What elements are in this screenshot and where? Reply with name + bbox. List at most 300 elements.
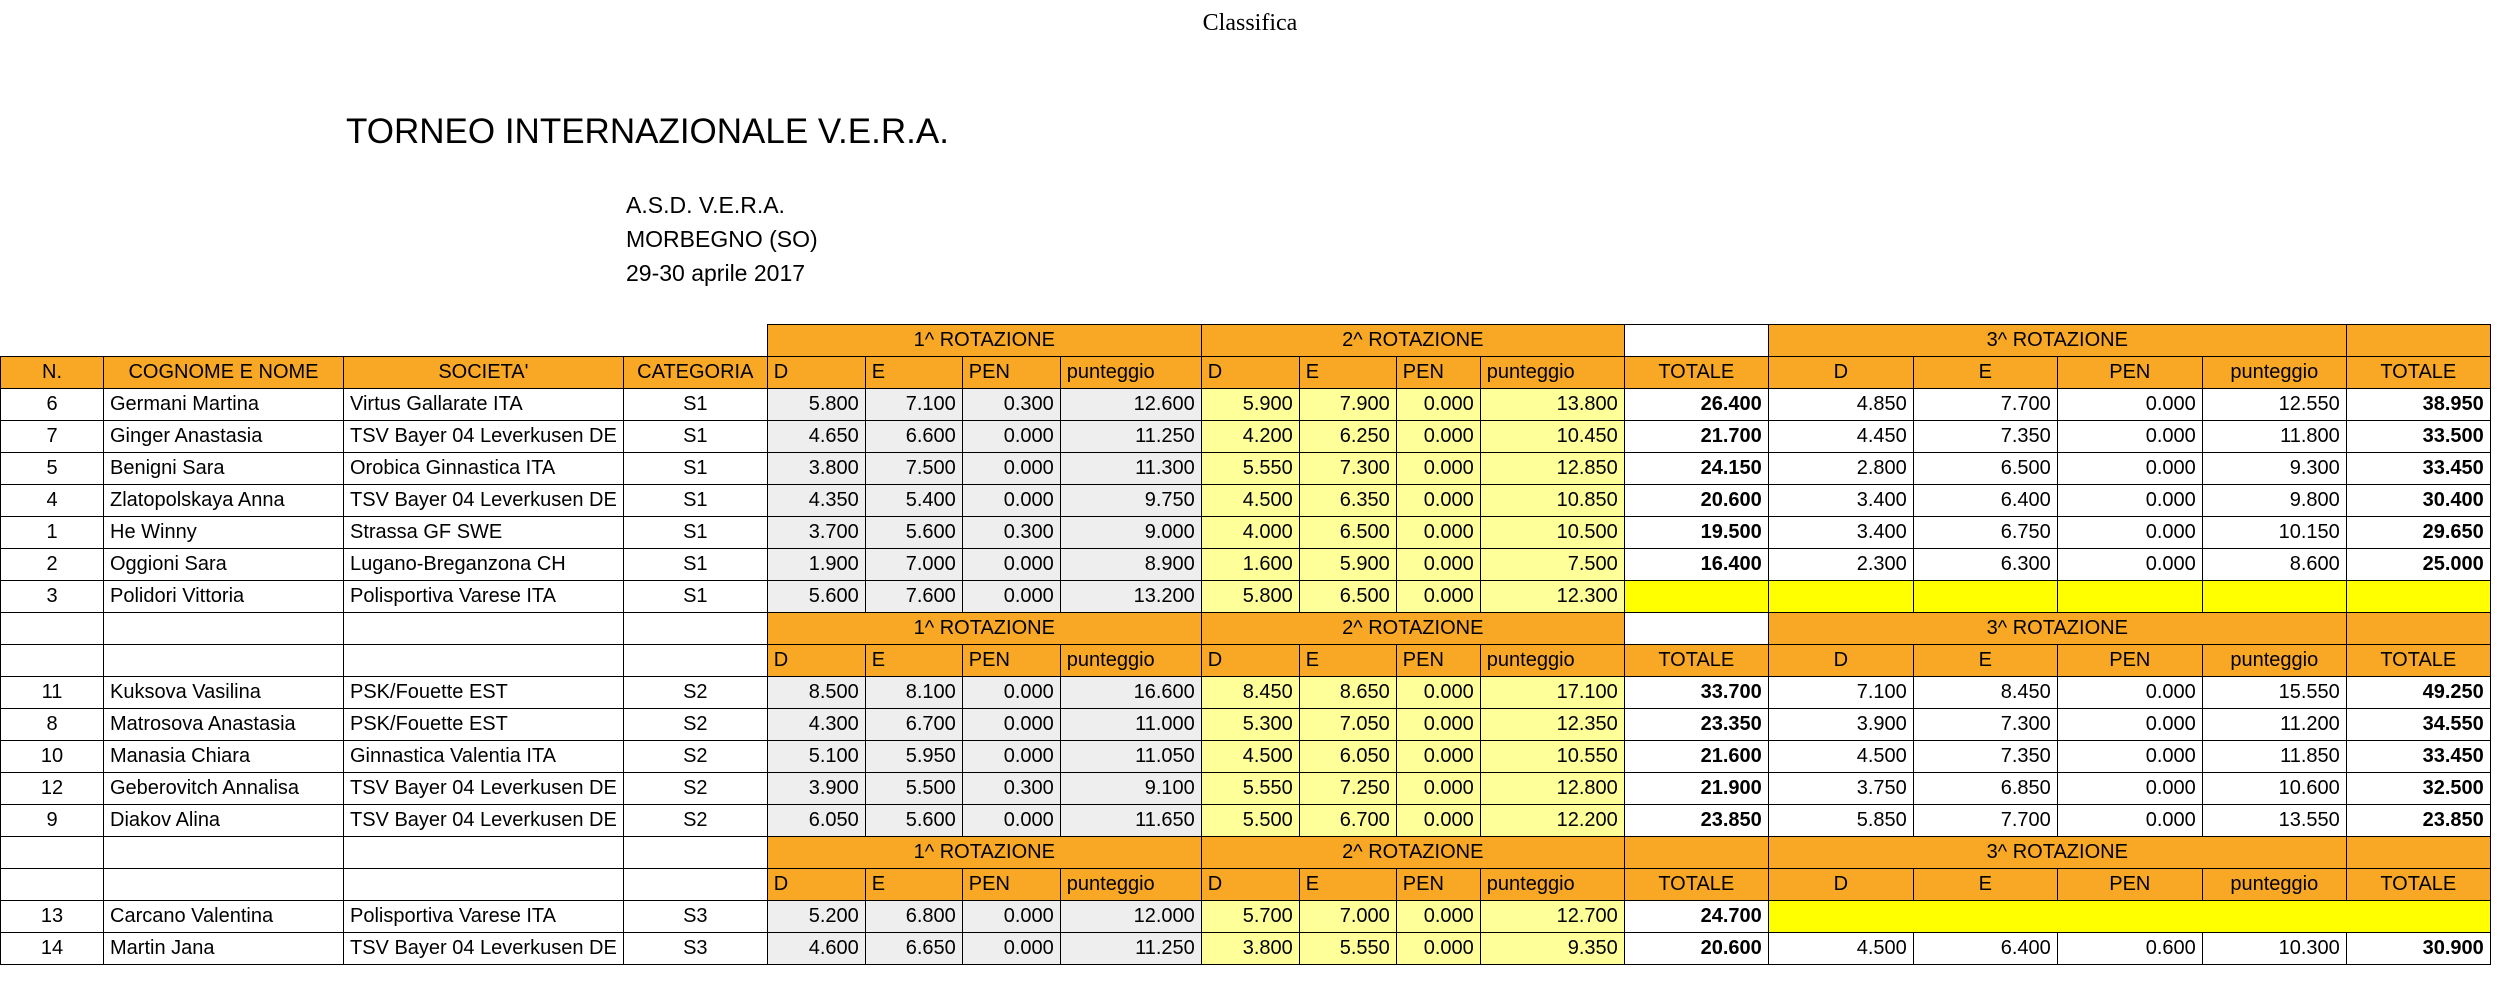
col-e: E bbox=[865, 869, 962, 901]
athlete-number: 14 bbox=[1, 933, 104, 965]
r1-pen: 0.300 bbox=[962, 389, 1060, 421]
r1-d: 5.600 bbox=[767, 581, 865, 613]
r1-pen: 0.000 bbox=[962, 709, 1060, 741]
athlete-category: S1 bbox=[623, 549, 767, 581]
r3-score: 11.850 bbox=[2202, 741, 2346, 773]
col-d: D bbox=[1768, 357, 1913, 389]
table-row bbox=[1, 901, 2491, 933]
final-total: 33.450 bbox=[2346, 741, 2490, 773]
r3-score: 15.550 bbox=[2202, 677, 2346, 709]
rotation-3-header: 3^ ROTAZIONE bbox=[1768, 613, 2346, 645]
column-header-row bbox=[1, 645, 2491, 677]
spacer-cell bbox=[1, 645, 104, 677]
r3-d: 3.400 bbox=[1768, 485, 1913, 517]
final-total: 23.850 bbox=[2346, 805, 2490, 837]
spacer-cell bbox=[623, 613, 767, 645]
rotation-header-row bbox=[1, 613, 2491, 645]
r2-d: 4.500 bbox=[1201, 485, 1299, 517]
table-row bbox=[1, 581, 2491, 613]
r2-pen: 0.000 bbox=[1396, 741, 1480, 773]
r1-e: 7.500 bbox=[865, 453, 962, 485]
spacer-cell bbox=[2346, 325, 2490, 357]
column-header-row bbox=[1, 357, 2491, 389]
r3-d: 3.900 bbox=[1768, 709, 1913, 741]
r3-empty bbox=[1768, 581, 1913, 613]
total-after-r2: 21.600 bbox=[1624, 741, 1768, 773]
athlete-number: 1 bbox=[1, 517, 104, 549]
col-e: E bbox=[1299, 357, 1396, 389]
athlete-number: 7 bbox=[1, 421, 104, 453]
col-pen: PEN bbox=[2057, 357, 2202, 389]
athlete-number: 13 bbox=[1, 901, 104, 933]
r1-score: 11.250 bbox=[1060, 933, 1201, 965]
total-after-r2: 26.400 bbox=[1624, 389, 1768, 421]
r3-e: 7.350 bbox=[1913, 741, 2057, 773]
total-after-r2: 21.900 bbox=[1624, 773, 1768, 805]
r3-score: 10.600 bbox=[2202, 773, 2346, 805]
total-after-r2: 20.600 bbox=[1624, 485, 1768, 517]
r3-pen: 0.000 bbox=[2057, 677, 2202, 709]
r1-d: 6.050 bbox=[767, 805, 865, 837]
athlete-category: S2 bbox=[623, 677, 767, 709]
final-total: 30.400 bbox=[2346, 485, 2490, 517]
table-row bbox=[1, 677, 2491, 709]
r2-pen: 0.000 bbox=[1396, 805, 1480, 837]
r3-e: 6.400 bbox=[1913, 933, 2057, 965]
athlete-category: S3 bbox=[623, 901, 767, 933]
r2-d: 5.550 bbox=[1201, 773, 1299, 805]
r1-e: 5.600 bbox=[865, 517, 962, 549]
athlete-club: PSK/Fouette EST bbox=[344, 677, 624, 709]
table-row bbox=[1, 773, 2491, 805]
athlete-number: 9 bbox=[1, 805, 104, 837]
table-row bbox=[1, 805, 2491, 837]
rotation-2-header: 2^ ROTAZIONE bbox=[1201, 325, 1624, 357]
athlete-category: S3 bbox=[623, 933, 767, 965]
spacer-cell bbox=[344, 645, 624, 677]
col-pen: PEN bbox=[962, 357, 1060, 389]
spacer-cell bbox=[1, 869, 104, 901]
r2-d: 4.000 bbox=[1201, 517, 1299, 549]
col-score: punteggio bbox=[1060, 645, 1201, 677]
info-value: 29-30 aprile 2017 bbox=[626, 260, 806, 286]
r2-d: 5.500 bbox=[1201, 805, 1299, 837]
spacer-cell bbox=[2346, 837, 2490, 869]
col-pen: PEN bbox=[1396, 869, 1480, 901]
spacer-cell bbox=[623, 837, 767, 869]
r3-d: 2.800 bbox=[1768, 453, 1913, 485]
r1-pen: 0.300 bbox=[962, 773, 1060, 805]
r2-e: 7.300 bbox=[1299, 453, 1396, 485]
r2-d: 5.550 bbox=[1201, 453, 1299, 485]
athlete-club: Lugano-Breganzona CH bbox=[344, 549, 624, 581]
r1-pen: 0.000 bbox=[962, 581, 1060, 613]
r3-e: 7.300 bbox=[1913, 709, 2057, 741]
r2-pen: 0.000 bbox=[1396, 485, 1480, 517]
athlete-category: S1 bbox=[623, 581, 767, 613]
athlete-club: TSV Bayer 04 Leverkusen DE bbox=[344, 773, 624, 805]
r2-d: 5.800 bbox=[1201, 581, 1299, 613]
r2-pen: 0.000 bbox=[1396, 421, 1480, 453]
r1-pen: 0.000 bbox=[962, 485, 1060, 517]
col-score: punteggio bbox=[2202, 869, 2346, 901]
r1-e: 8.100 bbox=[865, 677, 962, 709]
athlete-category: S1 bbox=[623, 517, 767, 549]
r3-pen: 0.000 bbox=[2057, 485, 2202, 517]
r2-d: 4.500 bbox=[1201, 741, 1299, 773]
r3-e: 7.700 bbox=[1913, 805, 2057, 837]
r2-d: 4.200 bbox=[1201, 421, 1299, 453]
col-e: E bbox=[1299, 645, 1396, 677]
athlete-category: S1 bbox=[623, 485, 767, 517]
col-pen: PEN bbox=[2057, 869, 2202, 901]
r2-e: 8.650 bbox=[1299, 677, 1396, 709]
spacer-cell bbox=[344, 869, 624, 901]
r1-score: 12.000 bbox=[1060, 901, 1201, 933]
athlete-name: Kuksova Vasilina bbox=[104, 677, 344, 709]
r1-pen: 0.000 bbox=[962, 741, 1060, 773]
spacer-cell bbox=[344, 325, 624, 357]
r3-d: 3.750 bbox=[1768, 773, 1913, 805]
r1-pen: 0.000 bbox=[962, 549, 1060, 581]
r3-pen: 0.000 bbox=[2057, 773, 2202, 805]
r2-e: 6.500 bbox=[1299, 581, 1396, 613]
r3-pen: 0.000 bbox=[2057, 549, 2202, 581]
r3-d: 4.500 bbox=[1768, 933, 1913, 965]
col-total: TOTALE bbox=[1624, 869, 1768, 901]
total-after-r2 bbox=[1624, 581, 1768, 613]
r2-pen: 0.000 bbox=[1396, 709, 1480, 741]
r2-score: 10.500 bbox=[1480, 517, 1624, 549]
spacer-cell bbox=[104, 645, 344, 677]
r2-pen: 0.000 bbox=[1396, 517, 1480, 549]
r2-d: 1.600 bbox=[1201, 549, 1299, 581]
r3-d: 5.850 bbox=[1768, 805, 1913, 837]
col-pen: PEN bbox=[1396, 357, 1480, 389]
r1-pen: 0.000 bbox=[962, 453, 1060, 485]
athlete-club: PSK/Fouette EST bbox=[344, 709, 624, 741]
athlete-category: S2 bbox=[623, 741, 767, 773]
athlete-club: Orobica Ginnastica ITA bbox=[344, 453, 624, 485]
col-score: punteggio bbox=[1480, 869, 1624, 901]
r1-score: 8.900 bbox=[1060, 549, 1201, 581]
total-after-r2: 24.700 bbox=[1624, 901, 1768, 933]
event-title: TORNEO INTERNAZIONALE V.E.R.A. bbox=[346, 112, 949, 151]
r2-pen: 0.000 bbox=[1396, 677, 1480, 709]
total-after-r2: 20.600 bbox=[1624, 933, 1768, 965]
r3-d: 3.400 bbox=[1768, 517, 1913, 549]
r2-e: 6.350 bbox=[1299, 485, 1396, 517]
col-d: D bbox=[767, 869, 865, 901]
r3-score: 12.550 bbox=[2202, 389, 2346, 421]
r3-e: 7.350 bbox=[1913, 421, 2057, 453]
r2-score: 9.350 bbox=[1480, 933, 1624, 965]
r1-d: 3.900 bbox=[767, 773, 865, 805]
r3-score: 13.550 bbox=[2202, 805, 2346, 837]
athlete-club: TSV Bayer 04 Leverkusen DE bbox=[344, 933, 624, 965]
r2-e: 6.500 bbox=[1299, 517, 1396, 549]
r3-score: 11.800 bbox=[2202, 421, 2346, 453]
athlete-number: 3 bbox=[1, 581, 104, 613]
r1-score: 11.050 bbox=[1060, 741, 1201, 773]
r3-e: 8.450 bbox=[1913, 677, 2057, 709]
r2-score: 10.450 bbox=[1480, 421, 1624, 453]
rotation-header-row bbox=[1, 837, 2491, 869]
spacer-cell bbox=[344, 837, 624, 869]
r3-pen: 0.000 bbox=[2057, 517, 2202, 549]
r3-e: 6.850 bbox=[1913, 773, 2057, 805]
r3-score: 11.200 bbox=[2202, 709, 2346, 741]
r2-e: 7.000 bbox=[1299, 901, 1396, 933]
rotation-1-header: 1^ ROTAZIONE bbox=[767, 613, 1201, 645]
r1-pen: 0.000 bbox=[962, 805, 1060, 837]
athlete-category: S1 bbox=[623, 389, 767, 421]
athlete-category: S2 bbox=[623, 805, 767, 837]
r3-e: 6.750 bbox=[1913, 517, 2057, 549]
athlete-club: Virtus Gallarate ITA bbox=[344, 389, 624, 421]
r1-score: 11.650 bbox=[1060, 805, 1201, 837]
r3-empty bbox=[2346, 581, 2490, 613]
athlete-number: 5 bbox=[1, 453, 104, 485]
r3-score: 8.600 bbox=[2202, 549, 2346, 581]
r1-e: 6.700 bbox=[865, 709, 962, 741]
r2-d: 5.300 bbox=[1201, 709, 1299, 741]
total-after-r2: 23.850 bbox=[1624, 805, 1768, 837]
r1-d: 5.100 bbox=[767, 741, 865, 773]
athlete-number: 12 bbox=[1, 773, 104, 805]
r3-pen: 0.000 bbox=[2057, 741, 2202, 773]
r2-pen: 0.000 bbox=[1396, 581, 1480, 613]
r1-d: 4.350 bbox=[767, 485, 865, 517]
r1-pen: 0.000 bbox=[962, 933, 1060, 965]
r3-e: 6.300 bbox=[1913, 549, 2057, 581]
r1-e: 7.600 bbox=[865, 581, 962, 613]
table-row bbox=[1, 741, 2491, 773]
rotation-3-header: 3^ ROTAZIONE bbox=[1768, 325, 2346, 357]
r3-d: 7.100 bbox=[1768, 677, 1913, 709]
col-d: D bbox=[767, 357, 865, 389]
r3-score: 10.300 bbox=[2202, 933, 2346, 965]
rotation-header-row bbox=[1, 325, 2491, 357]
athlete-category: S1 bbox=[623, 421, 767, 453]
r3-pen: 0.000 bbox=[2057, 421, 2202, 453]
rotation-2-header: 2^ ROTAZIONE bbox=[1201, 613, 1624, 645]
r1-pen: 0.000 bbox=[962, 421, 1060, 453]
athlete-name: Carcano Valentina bbox=[104, 901, 344, 933]
r2-e: 5.550 bbox=[1299, 933, 1396, 965]
total-after-r2: 16.400 bbox=[1624, 549, 1768, 581]
spacer-cell bbox=[1, 325, 104, 357]
spacer-cell bbox=[623, 325, 767, 357]
col-e: E bbox=[1913, 357, 2057, 389]
final-total: 33.450 bbox=[2346, 453, 2490, 485]
rotation-3-header: 3^ ROTAZIONE bbox=[1768, 837, 2346, 869]
table-row bbox=[1, 517, 2491, 549]
r1-d: 8.500 bbox=[767, 677, 865, 709]
r3-score: 10.150 bbox=[2202, 517, 2346, 549]
r1-e: 5.950 bbox=[865, 741, 962, 773]
spacer-cell bbox=[623, 869, 767, 901]
r2-score: 7.500 bbox=[1480, 549, 1624, 581]
athlete-name: Ginger Anastasia bbox=[104, 421, 344, 453]
r2-score: 17.100 bbox=[1480, 677, 1624, 709]
r2-score: 12.200 bbox=[1480, 805, 1624, 837]
athlete-club: TSV Bayer 04 Leverkusen DE bbox=[344, 805, 624, 837]
r2-e: 7.250 bbox=[1299, 773, 1396, 805]
r2-e: 7.050 bbox=[1299, 709, 1396, 741]
r1-pen: 0.000 bbox=[962, 677, 1060, 709]
col-e: E bbox=[865, 357, 962, 389]
info-value: MORBEGNO (SO) bbox=[626, 226, 818, 252]
r2-d: 8.450 bbox=[1201, 677, 1299, 709]
athlete-club: Polisportiva Varese ITA bbox=[344, 901, 624, 933]
athlete-club: Strassa GF SWE bbox=[344, 517, 624, 549]
spacer-cell bbox=[104, 325, 344, 357]
r1-e: 5.600 bbox=[865, 805, 962, 837]
info-value: A.S.D. V.E.R.A. bbox=[626, 192, 785, 218]
athlete-number: 2 bbox=[1, 549, 104, 581]
r3-empty bbox=[2202, 581, 2346, 613]
r1-score: 16.600 bbox=[1060, 677, 1201, 709]
r2-score: 12.800 bbox=[1480, 773, 1624, 805]
r1-e: 7.000 bbox=[865, 549, 962, 581]
final-total: 49.250 bbox=[2346, 677, 2490, 709]
r3-score: 9.300 bbox=[2202, 453, 2346, 485]
column-header-row bbox=[1, 869, 2491, 901]
athlete-name: Benigni Sara bbox=[104, 453, 344, 485]
spacer-cell bbox=[1, 613, 104, 645]
rotation-1-header: 1^ ROTAZIONE bbox=[767, 837, 1201, 869]
r2-score: 12.300 bbox=[1480, 581, 1624, 613]
spacer-cell bbox=[623, 645, 767, 677]
col-name: COGNOME E NOME bbox=[104, 357, 344, 389]
r1-pen: 0.300 bbox=[962, 517, 1060, 549]
table-row bbox=[1, 549, 2491, 581]
r2-score: 12.850 bbox=[1480, 453, 1624, 485]
col-category: CATEGORIA bbox=[623, 357, 767, 389]
athlete-number: 8 bbox=[1, 709, 104, 741]
col-total: TOTALE bbox=[1624, 357, 1768, 389]
col-score: punteggio bbox=[1480, 645, 1624, 677]
col-club: SOCIETA' bbox=[344, 357, 624, 389]
r1-e: 6.800 bbox=[865, 901, 962, 933]
r3-d: 2.300 bbox=[1768, 549, 1913, 581]
final-total: 25.000 bbox=[2346, 549, 2490, 581]
rotation-2-header: 2^ ROTAZIONE bbox=[1201, 837, 1624, 869]
r2-score: 12.350 bbox=[1480, 709, 1624, 741]
r2-pen: 0.000 bbox=[1396, 549, 1480, 581]
r2-e: 6.250 bbox=[1299, 421, 1396, 453]
spacer-cell bbox=[2346, 613, 2490, 645]
r2-pen: 0.000 bbox=[1396, 453, 1480, 485]
r1-score: 11.300 bbox=[1060, 453, 1201, 485]
table-row bbox=[1, 389, 2491, 421]
total-after-r2: 33.700 bbox=[1624, 677, 1768, 709]
table-row bbox=[1, 421, 2491, 453]
col-score: punteggio bbox=[1060, 869, 1201, 901]
col-e: E bbox=[865, 645, 962, 677]
r3-empty bbox=[2057, 581, 2202, 613]
r3-d: 4.500 bbox=[1768, 741, 1913, 773]
r1-d: 1.900 bbox=[767, 549, 865, 581]
athlete-name: Manasia Chiara bbox=[104, 741, 344, 773]
r3-e: 6.500 bbox=[1913, 453, 2057, 485]
athlete-category: S1 bbox=[623, 453, 767, 485]
r3-e: 6.400 bbox=[1913, 485, 2057, 517]
r3-empty bbox=[1768, 901, 2490, 933]
athlete-number: 4 bbox=[1, 485, 104, 517]
final-total: 30.900 bbox=[2346, 933, 2490, 965]
r3-pen: 0.000 bbox=[2057, 709, 2202, 741]
athlete-name: He Winny bbox=[104, 517, 344, 549]
athlete-name: Germani Martina bbox=[104, 389, 344, 421]
r2-score: 10.850 bbox=[1480, 485, 1624, 517]
final-total: 32.500 bbox=[2346, 773, 2490, 805]
r2-score: 10.550 bbox=[1480, 741, 1624, 773]
athlete-name: Oggioni Sara bbox=[104, 549, 344, 581]
total-after-r2: 24.150 bbox=[1624, 453, 1768, 485]
r3-pen: 0.000 bbox=[2057, 453, 2202, 485]
r2-pen: 0.000 bbox=[1396, 933, 1480, 965]
total-after-r2: 23.350 bbox=[1624, 709, 1768, 741]
col-score: punteggio bbox=[1480, 357, 1624, 389]
r1-score: 11.000 bbox=[1060, 709, 1201, 741]
r1-score: 13.200 bbox=[1060, 581, 1201, 613]
spacer-cell bbox=[104, 613, 344, 645]
athlete-club: TSV Bayer 04 Leverkusen DE bbox=[344, 421, 624, 453]
col-number: N. bbox=[1, 357, 104, 389]
col-d: D bbox=[1768, 645, 1913, 677]
spacer-cell bbox=[1624, 837, 1768, 869]
table-row bbox=[1, 709, 2491, 741]
athlete-club: TSV Bayer 04 Leverkusen DE bbox=[344, 485, 624, 517]
r1-d: 4.650 bbox=[767, 421, 865, 453]
r1-d: 3.700 bbox=[767, 517, 865, 549]
r2-e: 6.700 bbox=[1299, 805, 1396, 837]
r1-e: 6.650 bbox=[865, 933, 962, 965]
athlete-name: Diakov Alina bbox=[104, 805, 344, 837]
athlete-name: Zlatopolskaya Anna bbox=[104, 485, 344, 517]
athlete-category: S2 bbox=[623, 773, 767, 805]
page-title: Classifica bbox=[1202, 10, 1298, 36]
col-score: punteggio bbox=[2202, 357, 2346, 389]
athlete-name: Martin Jana bbox=[104, 933, 344, 965]
r1-d: 4.600 bbox=[767, 933, 865, 965]
r2-pen: 0.000 bbox=[1396, 773, 1480, 805]
col-total: TOTALE bbox=[1624, 645, 1768, 677]
r3-e: 7.700 bbox=[1913, 389, 2057, 421]
total-after-r2: 19.500 bbox=[1624, 517, 1768, 549]
table-row bbox=[1, 933, 2491, 965]
r2-pen: 0.000 bbox=[1396, 389, 1480, 421]
final-total: 34.550 bbox=[2346, 709, 2490, 741]
col-d: D bbox=[1768, 869, 1913, 901]
r2-score: 13.800 bbox=[1480, 389, 1624, 421]
r1-score: 9.100 bbox=[1060, 773, 1201, 805]
r2-e: 5.900 bbox=[1299, 549, 1396, 581]
r1-score: 9.750 bbox=[1060, 485, 1201, 517]
spacer-cell bbox=[104, 869, 344, 901]
r3-d: 4.850 bbox=[1768, 389, 1913, 421]
col-total: TOTALE bbox=[2346, 357, 2490, 389]
r3-empty bbox=[1913, 581, 2057, 613]
r1-score: 12.600 bbox=[1060, 389, 1201, 421]
col-pen: PEN bbox=[1396, 645, 1480, 677]
col-total: TOTALE bbox=[2346, 869, 2490, 901]
spacer-cell bbox=[344, 613, 624, 645]
r1-d: 4.300 bbox=[767, 709, 865, 741]
table-row bbox=[1, 453, 2491, 485]
